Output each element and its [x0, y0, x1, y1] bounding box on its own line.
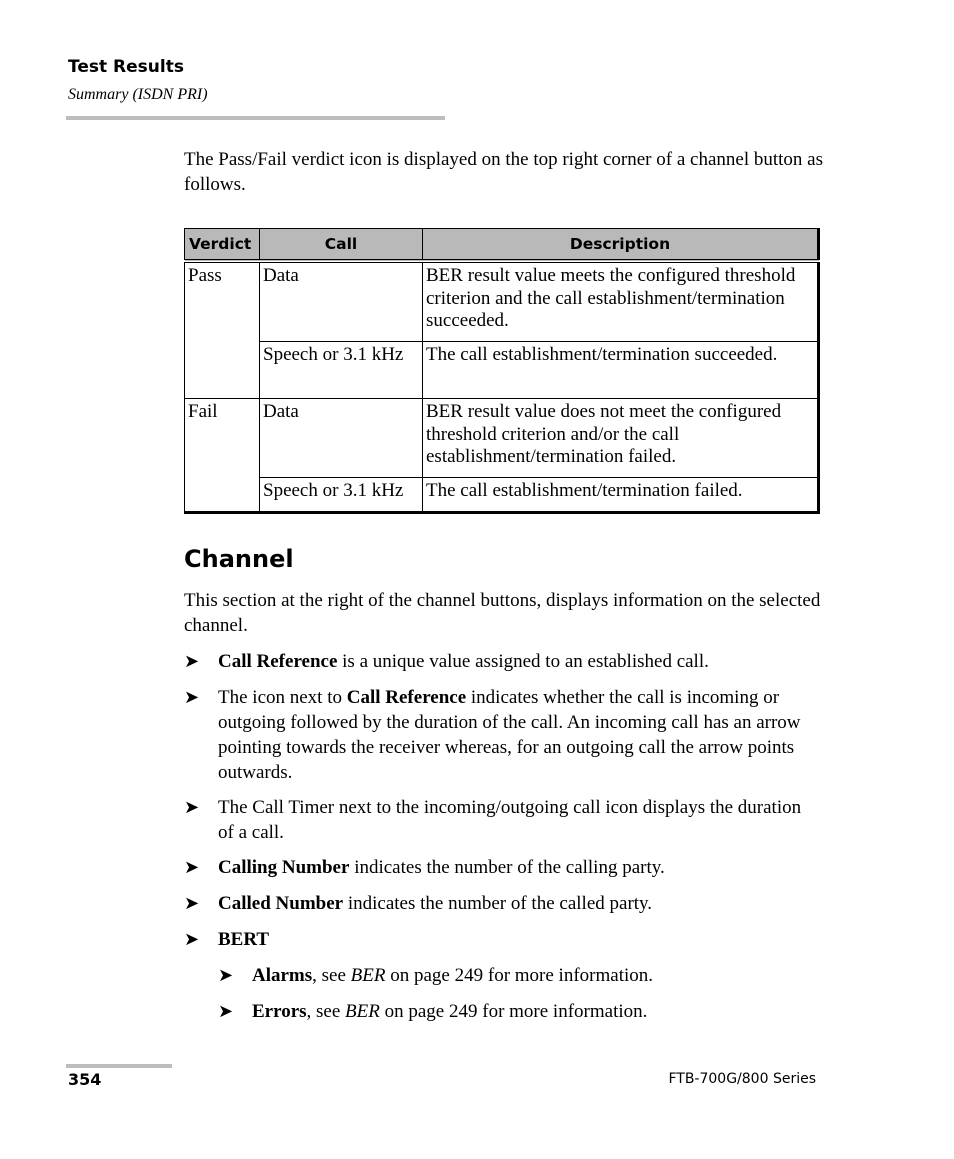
- header-rule: [66, 116, 445, 120]
- term: Call Reference: [346, 687, 467, 708]
- term: Calling Number: [218, 857, 350, 878]
- bullet-text: [218, 685, 818, 785]
- term: Call Reference: [218, 651, 338, 672]
- header-verdict: Verdict: [185, 229, 260, 262]
- bullet-body: indicates the number of the calling party.: [349, 857, 665, 878]
- cross-reference-link[interactable]: BER: [350, 965, 386, 986]
- running-header-title: Test Results: [68, 57, 184, 77]
- bullet-body: , see: [306, 1001, 346, 1022]
- section-intro: This section at the right of the channel buttons, displays information on the selected channel.: [184, 590, 821, 636]
- description-cell: The call establishment/termination succeeded.: [423, 342, 819, 399]
- call-cell: Data: [260, 399, 423, 478]
- product-series: FTB-700G/800 Series: [668, 1071, 816, 1087]
- call-cell: Speech or 3.1 kHz: [260, 342, 423, 399]
- description-cell: BER result value meets the configured threshold criterion and the call establishment/termination succeeded.: [423, 261, 819, 342]
- footer-rule: [66, 1064, 172, 1068]
- table-row: [185, 261, 819, 342]
- verdict-cell: Pass: [185, 261, 260, 399]
- description-cell: BER result value does not meet the configured threshold criterion and/or the call establishment/termination failed.: [423, 399, 819, 478]
- term: Errors: [252, 1001, 307, 1022]
- bullet-text: [252, 999, 822, 1024]
- table-row: [185, 399, 819, 478]
- bullet-text: [218, 649, 818, 674]
- page-number: 354: [68, 1070, 102, 1089]
- term: BERT: [218, 929, 270, 950]
- bullet-body: indicates whether the call is incoming or outgoing followed by the duration of the call. An incoming call has an arrow pointing towards the receiver whereas, for an outgoing call the arrow points outwards.: [218, 687, 801, 783]
- call-cell: Speech or 3.1 kHz: [260, 478, 423, 513]
- arrow-bullet-icon: ➤: [218, 965, 234, 985]
- bullet-text: [218, 855, 818, 880]
- term: Alarms: [252, 965, 313, 986]
- bullet-text: The Call Timer next to the incoming/outgoing call icon displays the duration of a call.: [218, 797, 802, 843]
- section-title: Channel: [184, 545, 294, 573]
- bullet-text: [218, 891, 818, 916]
- bullet-text: [218, 927, 818, 952]
- intro-paragraph: The Pass/Fail verdict icon is displayed on the top right corner of a channel button as follows.: [184, 149, 823, 195]
- arrow-bullet-icon: ➤: [184, 929, 200, 949]
- cross-reference-link[interactable]: BER: [345, 1001, 380, 1022]
- bullet-text: [252, 963, 822, 988]
- arrow-bullet-icon: ➤: [184, 797, 200, 817]
- header-call: Call: [260, 229, 423, 262]
- table-header-row: [185, 229, 819, 262]
- table-row: [185, 342, 819, 399]
- bullet-body: is a unique value assigned to an established call.: [337, 651, 709, 672]
- table-row: [185, 478, 819, 513]
- verdict-cell: Fail: [185, 399, 260, 513]
- bullet-body: indicates the number of the called party.: [343, 893, 653, 914]
- bullet-body: on page 249 for more information.: [385, 965, 654, 986]
- arrow-bullet-icon: ➤: [218, 1001, 234, 1021]
- header-description: Description: [423, 229, 819, 262]
- bullet-body: , see: [312, 965, 351, 986]
- bullet-body: on page 249 for more information.: [379, 1001, 648, 1022]
- arrow-bullet-icon: ➤: [184, 857, 200, 877]
- running-header-subtitle: Summary (ISDN PRI): [68, 86, 208, 103]
- verdict-table: [184, 228, 820, 514]
- description-cell: The call establishment/termination failed.: [423, 478, 819, 513]
- call-cell: Data: [260, 261, 423, 342]
- arrow-bullet-icon: ➤: [184, 893, 200, 913]
- arrow-bullet-icon: ➤: [184, 687, 200, 707]
- bullet-body: The icon next to: [218, 687, 347, 708]
- term: Called Number: [218, 893, 344, 914]
- arrow-bullet-icon: ➤: [184, 651, 200, 671]
